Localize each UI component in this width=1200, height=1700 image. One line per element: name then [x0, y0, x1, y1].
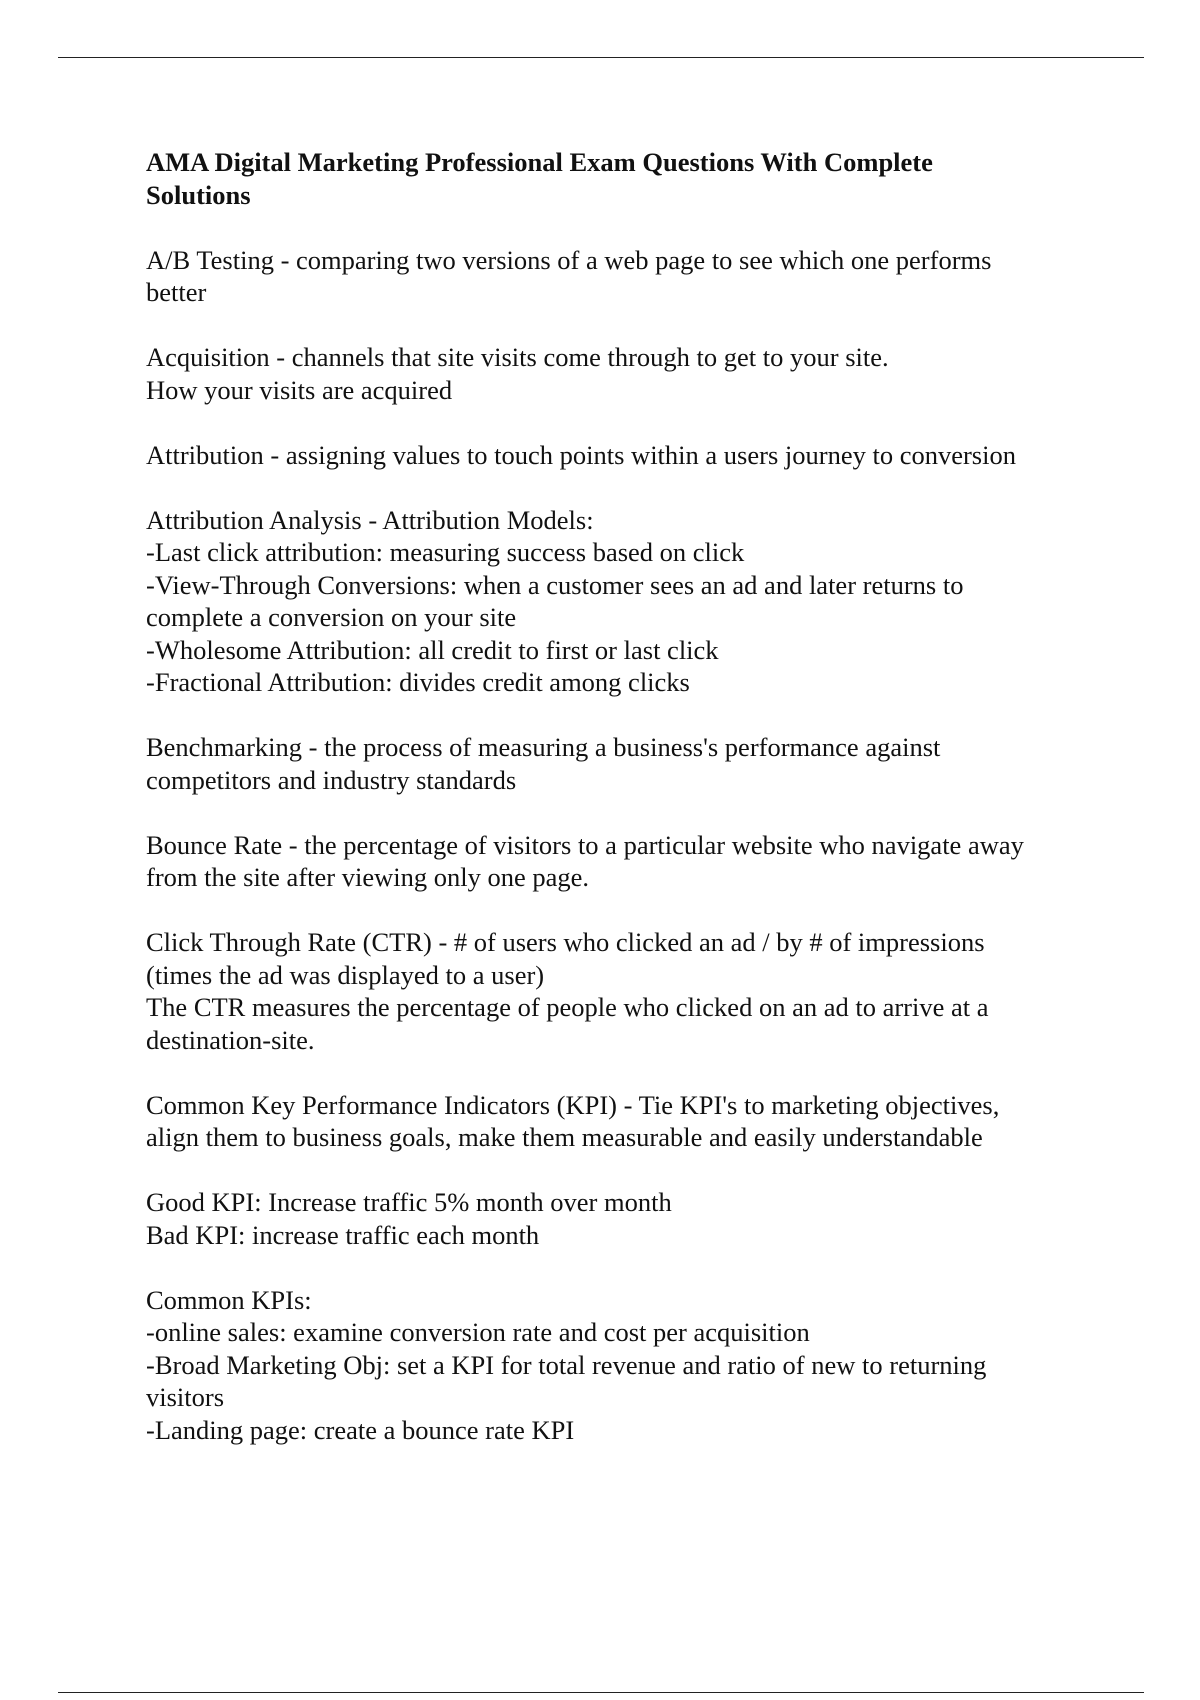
definition-common-kpis — [146, 1284, 1091, 1447]
definition-acquisition — [146, 341, 1091, 406]
kpi-examples — [146, 1186, 1091, 1251]
top-rule — [58, 57, 1144, 58]
text-line: -Last click attribution: measuring success based on click — [146, 537, 745, 567]
text-line: align them to business goals, make them measurable and easily understandable — [146, 1122, 983, 1152]
definition-attribution — [146, 439, 1091, 472]
text-line: Acquisition - channels that site visits come through to get to your site. — [146, 342, 889, 372]
text-line: A/B Testing - comparing two versions of a web page to see which one performs — [146, 244, 992, 275]
text-line: destination-site. — [146, 1024, 315, 1055]
text-line: The CTR measures the percentage of people who clicked on an ad to arrive at a — [146, 992, 989, 1022]
text-line: -Fractional Attribution: divides credit among clicks — [146, 667, 690, 697]
title-line: Solutions — [146, 179, 251, 210]
text-line: Common KPIs: — [146, 1284, 312, 1315]
text-line: Attribution - assigning values to touch points within a users journey to conversion — [146, 439, 1016, 470]
text-line: Benchmarking - the process of measuring a business's performance against — [146, 732, 941, 762]
document-title — [146, 146, 1091, 211]
text-line: -Broad Marketing Obj: set a KPI for total revenue and ratio of new to returning — [146, 1349, 987, 1380]
bottom-rule — [58, 1692, 1144, 1693]
title-line: AMA Digital Marketing Professional Exam Questions With Complete — [146, 147, 933, 177]
text-line: How your visits are acquired — [146, 374, 453, 405]
text-line: (times the ad was displayed to a user) — [146, 959, 545, 990]
text-line: -Landing page: create a bounce rate KPI — [146, 1414, 575, 1445]
text-line: Bounce Rate - the percentage of visitors to a particular website who navigate away — [146, 829, 1024, 860]
text-line: Good KPI: Increase traffic 5% month over month — [146, 1187, 672, 1217]
text-line: Common Key Performance Indicators (KPI) - Tie KPI's to marketing objectives, — [146, 1089, 1000, 1120]
document-body — [146, 146, 1091, 1446]
text-line: visitors — [146, 1382, 225, 1412]
definition-bounce-rate — [146, 829, 1091, 894]
definition-click-through-rate — [146, 926, 1091, 1056]
text-line: complete a conversion on your site — [146, 602, 517, 632]
text-line: competitors and industry standards — [146, 764, 517, 795]
definition-attribution-analysis — [146, 504, 1091, 699]
definition-common-kpi — [146, 1089, 1091, 1154]
text-line: Click Through Rate (CTR) - # of users who clicked an ad / by # of impressions — [146, 927, 985, 957]
text-line: Attribution Analysis - Attribution Models: — [146, 504, 594, 535]
text-line: better — [146, 277, 207, 307]
definition-ab-testing — [146, 244, 1091, 309]
definition-benchmarking — [146, 731, 1091, 796]
text-line: -View-Through Conversions: when a customer sees an ad and later returns to — [146, 569, 964, 600]
text-line: -Wholesome Attribution: all credit to first or last click — [146, 634, 719, 665]
text-line: from the site after viewing only one page. — [146, 862, 589, 892]
text-line: -online sales: examine conversion rate and cost per acquisition — [146, 1317, 810, 1347]
text-line: Bad KPI: increase traffic each month — [146, 1219, 540, 1250]
